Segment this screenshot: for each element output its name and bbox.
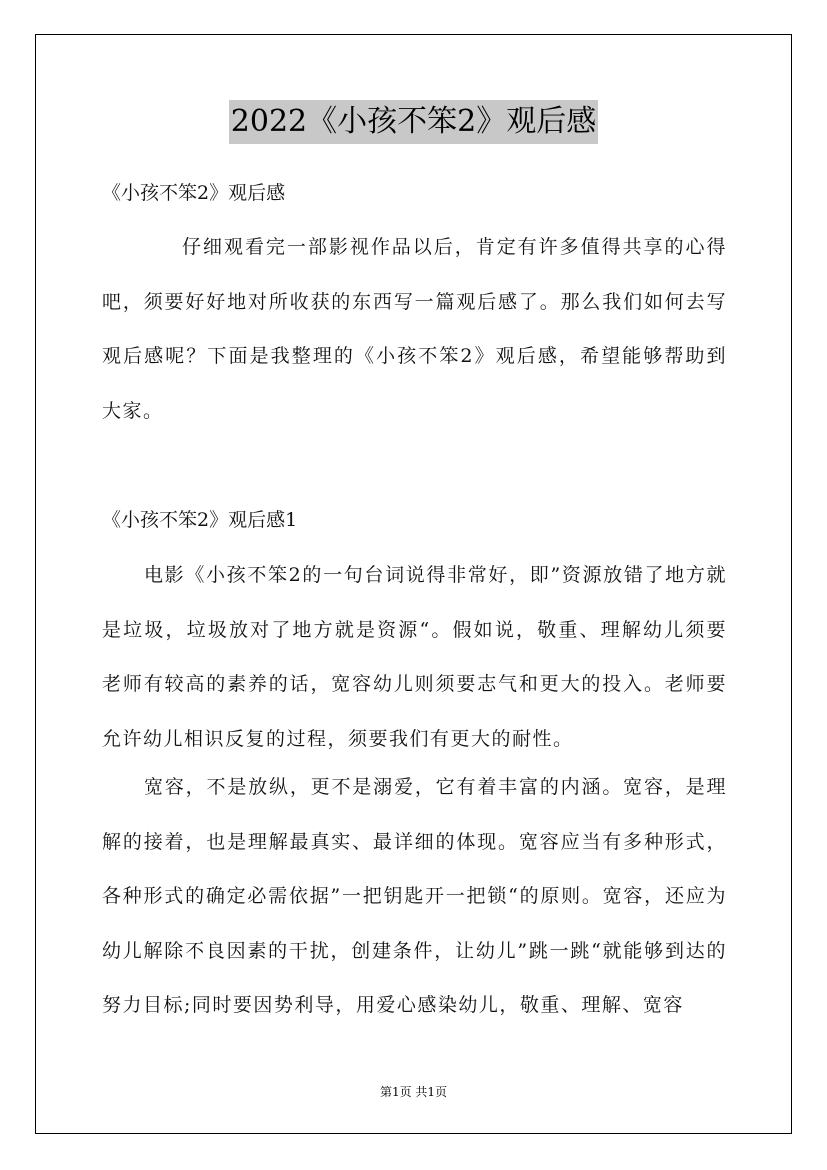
body-paragraph-2: 宽容，不是放纵，更不是溺爱，它有着丰富的内涵。宽容，是理解的接着，也是理解最真实、最详细的体现。宽容应当有多种形式，各种形式的确定必需依据”一把钥匙开一把锁“的原则。宽容，还应为幼儿解除不良因素的干扰，创建条件，让幼儿”跳一跳“就能够到达的努力目标;同时要因势利导，用爱心感染幼儿，敬重、理解、宽容 bbox=[102, 776, 727, 1016]
body-paragraph-1: 电影《小孩不笨2的一句台词说得非常好，即”资源放错了地方就是垃圾，垃圾放对了地方就是资源“。假如说，敬重、理解幼儿须要老师有较高的素养的话，宽容幼儿则须要志气和更大的投入。老师要允许幼儿相识反复的过程，须要我们有更大的耐性。 bbox=[102, 564, 727, 750]
document-subtitle: 《小孩不笨2》观后感 bbox=[102, 182, 286, 204]
title-container bbox=[0, 100, 827, 144]
page-footer: 第1页 共1页 bbox=[379, 1085, 448, 1099]
document-title: 2022《小孩不笨2》观后感 bbox=[229, 100, 598, 144]
intro-paragraph: 仔细观看完一部影视作品以后，肯定有许多值得共享的心得吧，须要好好地对所收获的东西写一篇观后感了。那么我们如何去写观后感呢？下面是我整理的《小孩不笨2》观后感，希望能够帮助到大家。 bbox=[102, 236, 727, 422]
section-heading: 《小孩不笨2》观后感1 bbox=[102, 509, 298, 531]
